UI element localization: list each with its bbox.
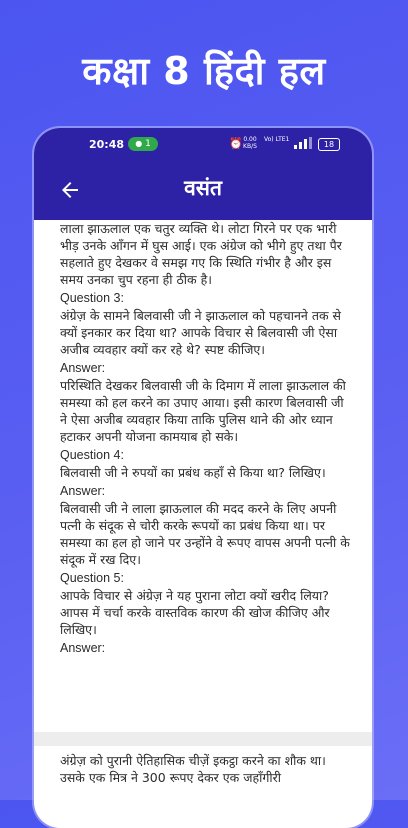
- answer-label: Answer:: [60, 361, 106, 375]
- question-label: Question 3:: [60, 291, 124, 305]
- question-text: बिलवासी जी ने रुपयों का प्रबंध कहाँ से किया था? लिखिए।: [60, 465, 326, 480]
- phone-frame: [34, 128, 372, 828]
- answer-card: [60, 220, 354, 657]
- next-answer-card: [60, 752, 354, 786]
- battery-level: 18: [323, 140, 335, 149]
- alarm-icon: ⏰: [229, 137, 243, 150]
- status-bar: [34, 128, 372, 162]
- data-speed: 0.00 KB/S: [243, 136, 257, 150]
- battery-icon: [318, 138, 340, 151]
- question-text: आपके विचार से अंग्रेज़ ने यह पुराना लोटा क्यों खरीद लिया? आपस में चर्चा करके वास्तविक कारण की खोज कीजिए और लिखिए।: [60, 588, 330, 637]
- wifi-icon: ● 1: [128, 137, 158, 151]
- signal-icon: [294, 137, 312, 149]
- answer-scroll-area[interactable]: [34, 220, 372, 828]
- answer-text: लाला झाऊलाल एक चतुर व्यक्ति थे। लोटा गिरने पर एक भारी भीड़ उनके आँगन में घुस आई। एक अंग्रेज को भीगे हुए तथा पैर सहलाते हुए देखकर वे समझ गए कि स्थिति गंभीर है और इस समय उनका चुप रहना ही ठीक है।: [60, 221, 342, 287]
- answer-label: Answer:: [60, 641, 106, 655]
- question-text: अंग्रेज़ के सामने बिलवासी जी ने झाऊलाल को पहचानने तक से क्यों इनकार कर दिया था? आपके विचार से बिलवासी जी ऐसा अजीब व्यवहार क्यों कर रहे थे? स्पष्ट कीजिए।: [60, 308, 341, 357]
- app-toolbar: [34, 162, 372, 220]
- question-label: Question 4:: [60, 448, 124, 462]
- answer-label: Answer:: [60, 484, 106, 498]
- question-label: Question 5:: [60, 571, 124, 585]
- status-time: 20:48: [89, 138, 125, 151]
- card-divider: [34, 732, 372, 746]
- answer-text: अंग्रेज़ को पुरानी ऐतिहासिक चीज़ें इकट्ठा करने का शौक था। उसके एक मित्र ने 300 रूपए देकर एक जहाँगीरी: [60, 753, 326, 785]
- volte-indicator: Vo) LTE1: [264, 136, 290, 143]
- page-title: वसंत: [184, 176, 222, 200]
- answer-text: बिलवासी जी ने लाला झाऊलाल की मदद करने के लिए अपनी पत्नी के संदूक से चोरी करके रूपयों का प्रबंध किया था। पर समस्या का हल हो जाने पर उन्होंने वे रूपए वापस अपनी पत्नी के संदूक में रख दिए।: [60, 501, 350, 567]
- wifi-badge-count: 1: [145, 139, 151, 149]
- answer-text: परिस्थिति देखकर बिलवासी जी के दिमाग में लाला झाऊलाल की समस्या को हल करने का उपाए आया। इसी कारण बिलवासी जी ने ऐसा अजीब व्यवहार किया ताकि पुलिस थाने की ओर ध्यान हटाकर अपनी योजना कामयाब हो सके।: [60, 378, 346, 444]
- promo-title: कक्षा 8 हिंदी हल: [82, 49, 326, 93]
